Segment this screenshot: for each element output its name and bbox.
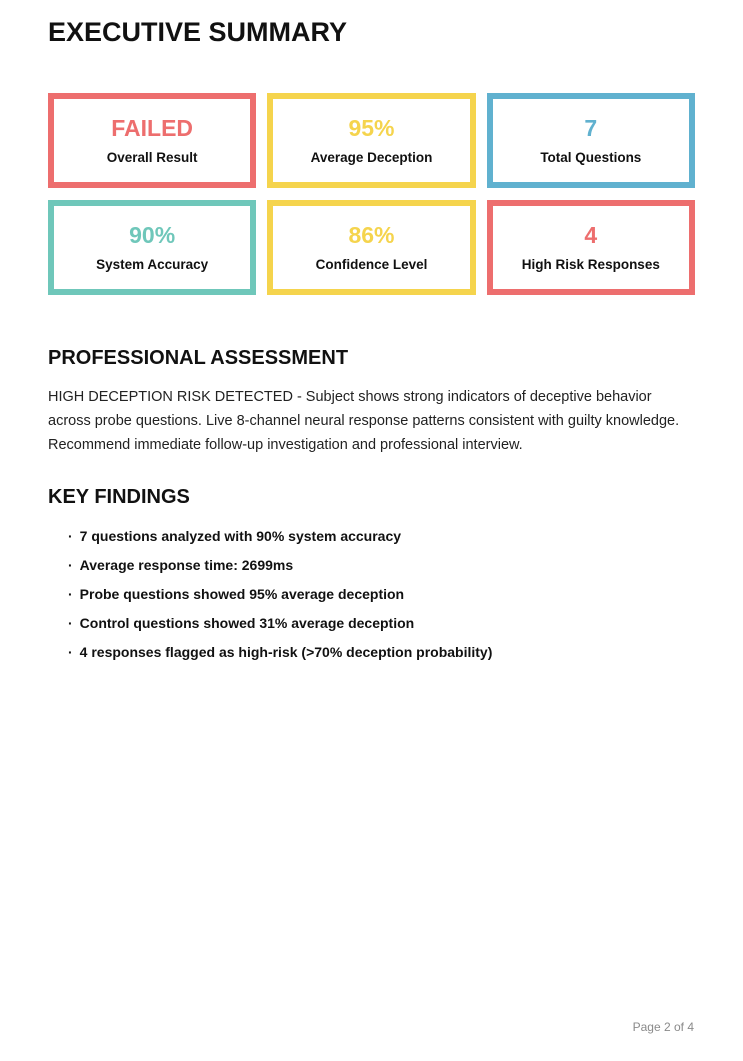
professional-assessment-heading: PROFESSIONAL ASSESSMENT [48,347,349,369]
card-label: Confidence Level [315,256,428,272]
page-title: EXECUTIVE SUMMARY [48,17,348,47]
key-finding-item [48,584,695,604]
key-findings-list [48,526,695,662]
summary-card [48,93,256,188]
professional-assessment-body: HIGH DECEPTION RISK DETECTED - Subject shows strong indicators of deceptive behavior across probe questions. Live 8-channel neural response patterns consistent with guilty knowledge. Recommend immediate follow-up investigation and professional interview. [48,389,680,453]
summary-card [267,93,475,188]
card-value: 95% [348,114,395,141]
summary-card [267,200,475,295]
key-finding-text: 4 responses flagged as high-risk (>70% deception probability) [79,644,493,660]
bullet-icon: · [68,644,73,660]
card-value: 86% [348,221,395,248]
key-finding-item [48,642,695,662]
key-finding-item [48,613,695,633]
card-label: High Risk Responses [521,256,660,272]
card-value: 7 [584,114,598,141]
report-page [0,17,743,662]
card-value: FAILED [111,114,194,141]
bullet-icon: · [68,528,73,544]
key-finding-text: Average response time: 2699ms [79,557,294,573]
card-label: System Accuracy [96,256,209,272]
summary-card [48,200,256,295]
summary-cards [48,93,695,295]
key-finding-item [48,526,695,546]
key-findings-heading: KEY FINDINGS [48,486,190,508]
card-label: Total Questions [540,149,642,165]
card-label: Overall Result [106,149,198,165]
summary-card [487,93,695,188]
bullet-icon: · [68,557,73,573]
key-finding-text: Probe questions showed 95% average deception [79,586,405,602]
card-label: Average Deception [310,149,433,165]
bullet-icon: · [68,615,73,631]
key-finding-text: Control questions showed 31% average deception [79,615,415,631]
bullet-icon: · [68,586,73,602]
key-finding-item [48,555,695,575]
card-value: 4 [584,221,598,248]
page-number: Page 2 of 4 [632,1020,694,1034]
key-finding-text: 7 questions analyzed with 90% system accuracy [79,528,402,544]
card-value: 90% [129,221,176,248]
summary-card [487,200,695,295]
